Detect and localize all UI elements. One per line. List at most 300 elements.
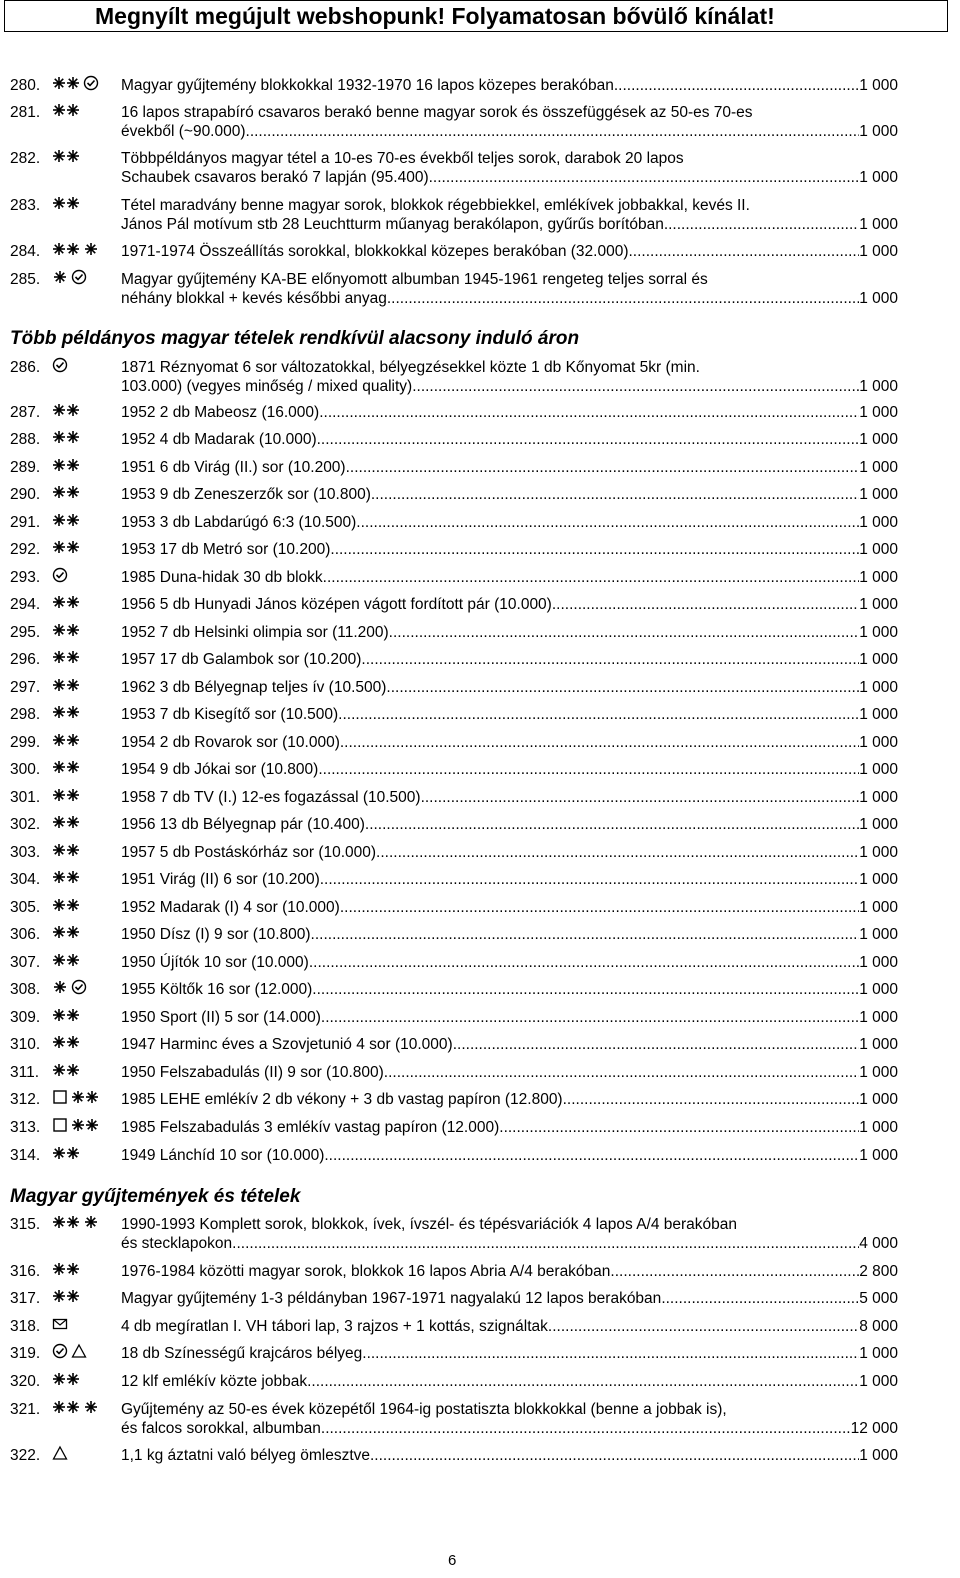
- dot-leader: [412, 377, 859, 396]
- condition-icons: [52, 1373, 83, 1389]
- condition-icons: [52, 271, 90, 287]
- starting-price: 1 000: [859, 514, 898, 531]
- description-line: 1953 9 db Zeneszerzők sor (10.800): [121, 486, 371, 503]
- mint-never-hinged-icon: [71, 1089, 99, 1110]
- description-line: Gyűjtemény az 50-es évek közepétől 1964-ig postatiszta blokkokkal (benne a jobbak is),: [121, 1401, 727, 1418]
- lot-description: [121, 678, 898, 697]
- dot-leader: [371, 485, 859, 504]
- description-line: 103.000) (vegyes minőség / mixed quality): [121, 378, 413, 395]
- starting-price: 1 000: [859, 679, 898, 696]
- description-last-line: [121, 242, 898, 261]
- description-line: Schaubek csavaros berakó 7 lapján (95.400): [121, 169, 429, 186]
- mint-never-hinged-icon: [52, 704, 80, 725]
- description-line: 1962 3 db Bélyegnap teljes ív (10.500): [121, 679, 387, 696]
- description-line: 1952 7 db Helsinki olimpia sor (11.200): [121, 624, 389, 641]
- lot-number: 310.: [10, 1036, 41, 1053]
- starting-price: 1 000: [859, 404, 898, 421]
- mint-never-hinged-icon: [52, 842, 80, 863]
- dot-leader: [453, 1035, 859, 1054]
- lot-number: 311.: [10, 1064, 40, 1081]
- starting-price: 1 000: [859, 243, 898, 260]
- dot-leader: [321, 1008, 859, 1027]
- lot-number: 292.: [10, 541, 41, 558]
- condition-icons: [52, 624, 83, 640]
- condition-icons: [52, 1009, 83, 1025]
- starting-price: 1 000: [859, 816, 898, 833]
- lot-description: [121, 1446, 898, 1465]
- lot-description: [121, 925, 898, 944]
- description-last-line: [121, 1262, 898, 1281]
- description-last-line: [121, 540, 898, 559]
- description-line: 1990-1993 Komplett sorok, blokkok, ívek, ívszél- és tépésvariációk 4 lapos A/4 berakóban: [121, 1216, 738, 1233]
- lot-number: 293.: [10, 569, 41, 586]
- condition-icons: [52, 816, 83, 832]
- condition-icons: [52, 150, 83, 166]
- dot-leader: [610, 1262, 859, 1281]
- starting-price: 1 000: [859, 1345, 898, 1362]
- condition-icons: [52, 514, 83, 530]
- section-heading: Magyar gyűjtemények és tételek: [10, 1186, 301, 1207]
- lot-description: [121, 705, 898, 724]
- dot-leader: [386, 678, 859, 697]
- lot-description: [121, 1008, 898, 1027]
- mint-never-hinged-icon: [52, 952, 80, 973]
- description-line: 1953 7 db Kisegítő sor (10.500): [121, 706, 339, 723]
- description-line: 1953 17 db Metró sor (10.200): [121, 541, 331, 558]
- banner: Megnyílt megújult webshopunk! Folyamatosan bővülő kínálat!: [4, 0, 948, 32]
- mint-never-hinged-icon: [52, 1288, 80, 1309]
- condition-icons: [52, 954, 83, 970]
- lot-number: 288.: [10, 431, 41, 448]
- mint-never-hinged-icon: [52, 924, 80, 945]
- starting-price: 1 000: [859, 1119, 898, 1136]
- lot-description: [121, 815, 898, 834]
- lot-number: 280.: [10, 77, 41, 94]
- dot-leader: [629, 242, 860, 261]
- lot-triangle-icon: [52, 1445, 68, 1466]
- condition-icons: [52, 926, 83, 942]
- lot-description: [121, 1317, 898, 1336]
- mint-hinged-icon: [52, 269, 68, 290]
- lot-description: [121, 843, 898, 862]
- condition-icons: [52, 761, 83, 777]
- description-line: 1952 Madarak (I) 4 sor (10.000): [121, 899, 340, 916]
- cancelled-icon: [71, 979, 87, 1000]
- mint-never-hinged-icon: [52, 759, 80, 780]
- description-line: néhány blokkal + kevés későbbi anyag: [121, 290, 387, 307]
- lot-description: [121, 270, 898, 308]
- dot-leader: [563, 1090, 860, 1109]
- condition-icons: [52, 1263, 83, 1279]
- lot-description: [121, 568, 898, 587]
- description-last-line: [121, 788, 898, 807]
- dot-leader: [614, 76, 859, 95]
- dot-leader: [429, 168, 860, 187]
- condition-icons: [52, 734, 83, 750]
- lot-number: 284.: [10, 243, 41, 260]
- dot-leader: [346, 458, 860, 477]
- mint-never-hinged-icon: [52, 594, 80, 615]
- lot-number: 316.: [10, 1263, 41, 1280]
- description-last-line: [121, 289, 898, 308]
- lot-description: [121, 196, 898, 234]
- starting-price: 1 000: [859, 459, 898, 476]
- lot-number: 302.: [10, 816, 41, 833]
- description-last-line: [121, 430, 898, 449]
- starting-price: 1 000: [859, 734, 898, 751]
- lot-description: [121, 1289, 898, 1308]
- description-last-line: [121, 898, 898, 917]
- lot-description: [121, 870, 898, 889]
- mint-never-hinged-icon: [52, 1399, 80, 1420]
- description-line: János Pál motívum stb 28 Leuchtturm műanyag berakólapon, gyűrűs borítóban: [121, 216, 664, 233]
- description-last-line: [121, 1146, 898, 1165]
- lot-description: [121, 149, 898, 187]
- description-last-line: [121, 1446, 898, 1465]
- cancelled-icon: [83, 75, 99, 96]
- description-line: 1950 Sport (II) 5 sor (14.000): [121, 1009, 321, 1026]
- mint-never-hinged-icon: [52, 897, 80, 918]
- starting-price: 1 000: [859, 541, 898, 558]
- dot-leader: [340, 898, 859, 917]
- dot-leader: [387, 289, 859, 308]
- mint-never-hinged-icon: [52, 457, 80, 478]
- condition-icons: [52, 1345, 90, 1361]
- description-last-line: [121, 1372, 898, 1391]
- condition-icons: [52, 197, 83, 213]
- dot-leader: [376, 843, 859, 862]
- description-last-line: [121, 377, 898, 396]
- lot-description: [121, 1146, 898, 1165]
- starting-price: 1 000: [859, 981, 898, 998]
- lot-description: [121, 242, 898, 261]
- condition-icons: [52, 404, 83, 420]
- lot-number: 315.: [10, 1216, 41, 1233]
- description-last-line: [121, 925, 898, 944]
- description-line: és falcos sorokkal, albumban: [121, 1420, 321, 1437]
- mint-never-hinged-icon: [52, 484, 80, 505]
- description-last-line: [121, 595, 898, 614]
- lot-description: [121, 1090, 898, 1109]
- lot-description: [121, 980, 898, 999]
- mint-never-hinged-icon: [52, 1062, 80, 1083]
- lot-number: 322.: [10, 1447, 41, 1464]
- starting-price: 1 000: [859, 844, 898, 861]
- description-line: Magyar gyűjtemény 1-3 példányban 1967-1971 nagyalakú 12 lapos berakóban: [121, 1290, 662, 1307]
- description-line: 1947 Harminc éves a Szovjetunió 4 sor (10.000): [121, 1036, 453, 1053]
- lot-number: 287.: [10, 404, 41, 421]
- mint-never-hinged-icon: [52, 677, 80, 698]
- condition-icons: [52, 789, 83, 805]
- lot-description: [121, 458, 898, 477]
- mint-never-hinged-icon: [52, 148, 80, 169]
- dot-leader: [317, 430, 860, 449]
- starting-price: 1 000: [859, 899, 898, 916]
- condition-icons: [52, 359, 71, 375]
- description-last-line: [121, 122, 898, 141]
- description-line: 16 lapos strapabíró csavaros berakó benne magyar sorok és összefüggések az 50-es 70-es: [121, 104, 753, 121]
- description-last-line: [121, 760, 898, 779]
- lot-description: [121, 1400, 898, 1438]
- starting-price: 1 000: [859, 378, 898, 395]
- starting-price: 1 000: [859, 216, 898, 233]
- lot-number: 304.: [10, 871, 41, 888]
- description-last-line: [121, 568, 898, 587]
- starting-price: 12 000: [850, 1420, 898, 1437]
- condition-icons: [52, 1064, 83, 1080]
- lot-number: 291.: [10, 514, 41, 531]
- description-line: Tétel maradvány benne magyar sorok, blokkok régebbiekkel, emlékívek jobbakkal, kevés II.: [121, 197, 750, 214]
- starting-price: 1 000: [859, 596, 898, 613]
- dot-leader: [548, 1317, 859, 1336]
- description-last-line: [121, 678, 898, 697]
- description-line: 18 db Színességű krajcáros bélyeg: [121, 1345, 363, 1362]
- description-last-line: [121, 815, 898, 834]
- description-last-line: [121, 403, 898, 422]
- mint-never-hinged-icon: [52, 402, 80, 423]
- condition-icons: [52, 541, 83, 557]
- lot-description: [121, 1344, 898, 1363]
- description-line: 1952 4 db Madarak (10.000): [121, 431, 317, 448]
- souvenir-sheet-icon: [52, 1117, 68, 1138]
- condition-icons: [52, 431, 83, 447]
- starting-price: 1 000: [859, 431, 898, 448]
- lot-number: 321.: [10, 1401, 41, 1418]
- starting-price: 1 000: [859, 123, 898, 140]
- description-line: 1985 Felszabadulás 3 emlékív vastag papíron (12.000): [121, 1119, 500, 1136]
- description-line: 1957 5 db Postáskórház sor (10.000): [121, 844, 377, 861]
- description-last-line: [121, 1289, 898, 1308]
- mint-never-hinged-icon: [52, 195, 80, 216]
- lot-description: [121, 1372, 898, 1391]
- description-line: Magyar gyűjtemény blokkokkal 1932-1970 16 lapos közepes berakóban: [121, 77, 614, 94]
- lot-number: 305.: [10, 899, 41, 916]
- cancelled-icon: [52, 357, 68, 378]
- lot-description: [121, 1262, 898, 1281]
- lot-description: [121, 898, 898, 917]
- dot-leader: [324, 1146, 859, 1165]
- lot-number: 314.: [10, 1147, 41, 1164]
- section-heading: Több példányos magyar tételek rendkívül alacsony induló áron: [10, 328, 580, 349]
- condition-icons: [52, 1447, 71, 1463]
- condition-icons: [52, 1401, 102, 1417]
- description-line: 1950 Felszabadulás (II) 9 sor (10.800): [121, 1064, 384, 1081]
- condition-icons: [52, 1091, 102, 1107]
- dot-leader: [421, 788, 860, 807]
- mint-never-hinged-icon: [52, 1261, 80, 1282]
- lot-description: [121, 358, 898, 396]
- starting-price: 1 000: [859, 1064, 898, 1081]
- starting-price: 1 000: [859, 1447, 898, 1464]
- lot-number: 300.: [10, 761, 41, 778]
- starting-price: 1 000: [859, 954, 898, 971]
- lot-number: 281.: [10, 104, 41, 121]
- starting-price: 2 800: [859, 1263, 898, 1280]
- mint-never-hinged-icon: [52, 241, 80, 262]
- mint-never-hinged-icon: [52, 1034, 80, 1055]
- description-line: 4 db megíratlan I. VH tábori lap, 3 rajzos + 1 kottás, szignáltak: [121, 1318, 548, 1335]
- dot-leader: [330, 540, 859, 559]
- lot-number: 299.: [10, 734, 41, 751]
- mint-never-hinged-icon: [52, 1007, 80, 1028]
- description-last-line: [121, 1419, 898, 1438]
- lot-description: [121, 760, 898, 779]
- mint-never-hinged-icon: [52, 102, 80, 123]
- condition-icons: [52, 1147, 83, 1163]
- dot-leader: [311, 925, 860, 944]
- lot-number: 282.: [10, 150, 41, 167]
- mint-never-hinged-icon: [52, 649, 80, 670]
- description-last-line: [121, 733, 898, 752]
- starting-price: 1 000: [859, 169, 898, 186]
- lot-number: 308.: [10, 981, 41, 998]
- starting-price: 1 000: [859, 871, 898, 888]
- description-last-line: [121, 1234, 898, 1253]
- lot-description: [121, 103, 898, 141]
- mint-never-hinged-icon: [52, 1371, 80, 1392]
- lot-number: 285.: [10, 271, 41, 288]
- description-last-line: [121, 980, 898, 999]
- condition-icons: [52, 486, 83, 502]
- description-line: évekből (~90.000): [121, 123, 246, 140]
- description-line: 1951 6 db Virág (II.) sor (10.200): [121, 459, 346, 476]
- cancelled-icon: [52, 567, 68, 588]
- dot-leader: [365, 815, 859, 834]
- cancelled-icon: [71, 269, 87, 290]
- condition-icons: [52, 596, 83, 612]
- description-last-line: [121, 513, 898, 532]
- condition-icons: [52, 1290, 83, 1306]
- description-line: 1954 9 db Jókai sor (10.800): [121, 761, 319, 778]
- starting-price: 4 000: [859, 1235, 898, 1252]
- description-line: és stecklapokon: [121, 1235, 233, 1252]
- description-last-line: [121, 623, 898, 642]
- lot-number: 301.: [10, 789, 41, 806]
- starting-price: 1 000: [859, 1036, 898, 1053]
- envelope-icon: [52, 1316, 68, 1337]
- lot-description: [121, 733, 898, 752]
- description-line: 1871 Réznyomat 6 sor változatokkal, bélyegzésekkel közte 1 db Kőnyomat 5kr (min.: [121, 359, 700, 376]
- souvenir-sheet-icon: [52, 1089, 68, 1110]
- lot-number: 303.: [10, 844, 41, 861]
- starting-price: 8 000: [859, 1318, 898, 1335]
- lot-number: 296.: [10, 651, 41, 668]
- mint-never-hinged-icon: [52, 1145, 80, 1166]
- lot-number: 318.: [10, 1318, 41, 1335]
- dot-leader: [338, 705, 859, 724]
- condition-icons: [52, 871, 83, 887]
- description-line: Többpéldányos magyar tétel a 10-es 70-es évekből teljes sorok, darabok 20 lapos: [121, 150, 684, 167]
- condition-icons: [52, 104, 83, 120]
- description-line: 1958 7 db TV (I.) 12-es fogazással (10.500): [121, 789, 421, 806]
- description-line: 1954 2 db Rovarok sor (10.000): [121, 734, 340, 751]
- description-line: 1957 17 db Galambok sor (10.200): [121, 651, 362, 668]
- dot-leader: [246, 122, 860, 141]
- description-line: 1950 Dísz (I) 9 sor (10.800): [121, 926, 311, 943]
- mint-never-hinged-icon: [52, 539, 80, 560]
- lot-description: [121, 403, 898, 422]
- starting-price: 1 000: [859, 926, 898, 943]
- lot-number: 297.: [10, 679, 41, 696]
- lot-description: [121, 623, 898, 642]
- lot-number: 320.: [10, 1373, 41, 1390]
- description-last-line: [121, 76, 898, 95]
- condition-icons: [52, 1216, 102, 1232]
- dot-leader: [664, 215, 859, 234]
- dot-leader: [323, 568, 860, 587]
- description-last-line: [121, 870, 898, 889]
- condition-icons: [52, 459, 83, 475]
- condition-icons: [52, 844, 83, 860]
- condition-icons: [52, 1119, 102, 1135]
- lot-number: 294.: [10, 596, 41, 613]
- dot-leader: [319, 403, 859, 422]
- dot-leader: [320, 870, 859, 889]
- condition-icons: [52, 899, 83, 915]
- lot-number: 319.: [10, 1345, 41, 1362]
- lot-description: [121, 76, 898, 95]
- lot-description: [121, 788, 898, 807]
- starting-price: 1 000: [859, 624, 898, 641]
- dot-leader: [312, 980, 859, 999]
- cancelled-icon: [52, 1343, 68, 1364]
- description-line: 1949 Lánchíd 10 sor (10.000): [121, 1147, 325, 1164]
- lot-triangle-icon: [71, 1343, 87, 1364]
- mint-never-hinged-icon: [52, 75, 80, 96]
- description-line: 1952 2 db Mabeosz (16.000): [121, 404, 320, 421]
- lot-description: [121, 1063, 898, 1082]
- dot-leader: [309, 953, 859, 972]
- mint-never-hinged-icon: [52, 869, 80, 890]
- description-last-line: [121, 485, 898, 504]
- dot-leader: [384, 1063, 859, 1082]
- description-line: 1955 Költők 16 sor (12.000): [121, 981, 313, 998]
- dot-leader: [389, 623, 860, 642]
- starting-price: 1 000: [859, 290, 898, 307]
- lot-number: 309.: [10, 1009, 41, 1026]
- lot-description: [121, 1118, 898, 1137]
- description-line: 12 klf emlékív közte jobbak: [121, 1373, 308, 1390]
- description-last-line: [121, 1090, 898, 1109]
- dot-leader: [361, 650, 859, 669]
- starting-price: 1 000: [859, 789, 898, 806]
- dot-leader: [661, 1289, 859, 1308]
- mint-hinged-icon: [83, 1214, 99, 1235]
- description-last-line: [121, 458, 898, 477]
- lot-number: 312.: [10, 1091, 41, 1108]
- starting-price: 1 000: [859, 1147, 898, 1164]
- starting-price: 5 000: [859, 1290, 898, 1307]
- lot-number: 283.: [10, 197, 41, 214]
- lot-description: [121, 650, 898, 669]
- description-line: 1985 LEHE emlékív 2 db vékony + 3 db vastag papíron (12.800): [121, 1091, 563, 1108]
- lot-number: 298.: [10, 706, 41, 723]
- condition-icons: [52, 243, 102, 259]
- condition-icons: [52, 981, 90, 997]
- starting-price: 1 000: [859, 761, 898, 778]
- condition-icons: [52, 679, 83, 695]
- description-last-line: [121, 1118, 898, 1137]
- lot-number: 290.: [10, 486, 41, 503]
- lot-description: [121, 953, 898, 972]
- lot-description: [121, 430, 898, 449]
- condition-icons: [52, 1036, 83, 1052]
- dot-leader: [370, 1446, 859, 1465]
- mint-hinged-icon: [83, 1399, 99, 1420]
- description-last-line: [121, 650, 898, 669]
- description-last-line: [121, 168, 898, 187]
- lot-number: 289.: [10, 459, 41, 476]
